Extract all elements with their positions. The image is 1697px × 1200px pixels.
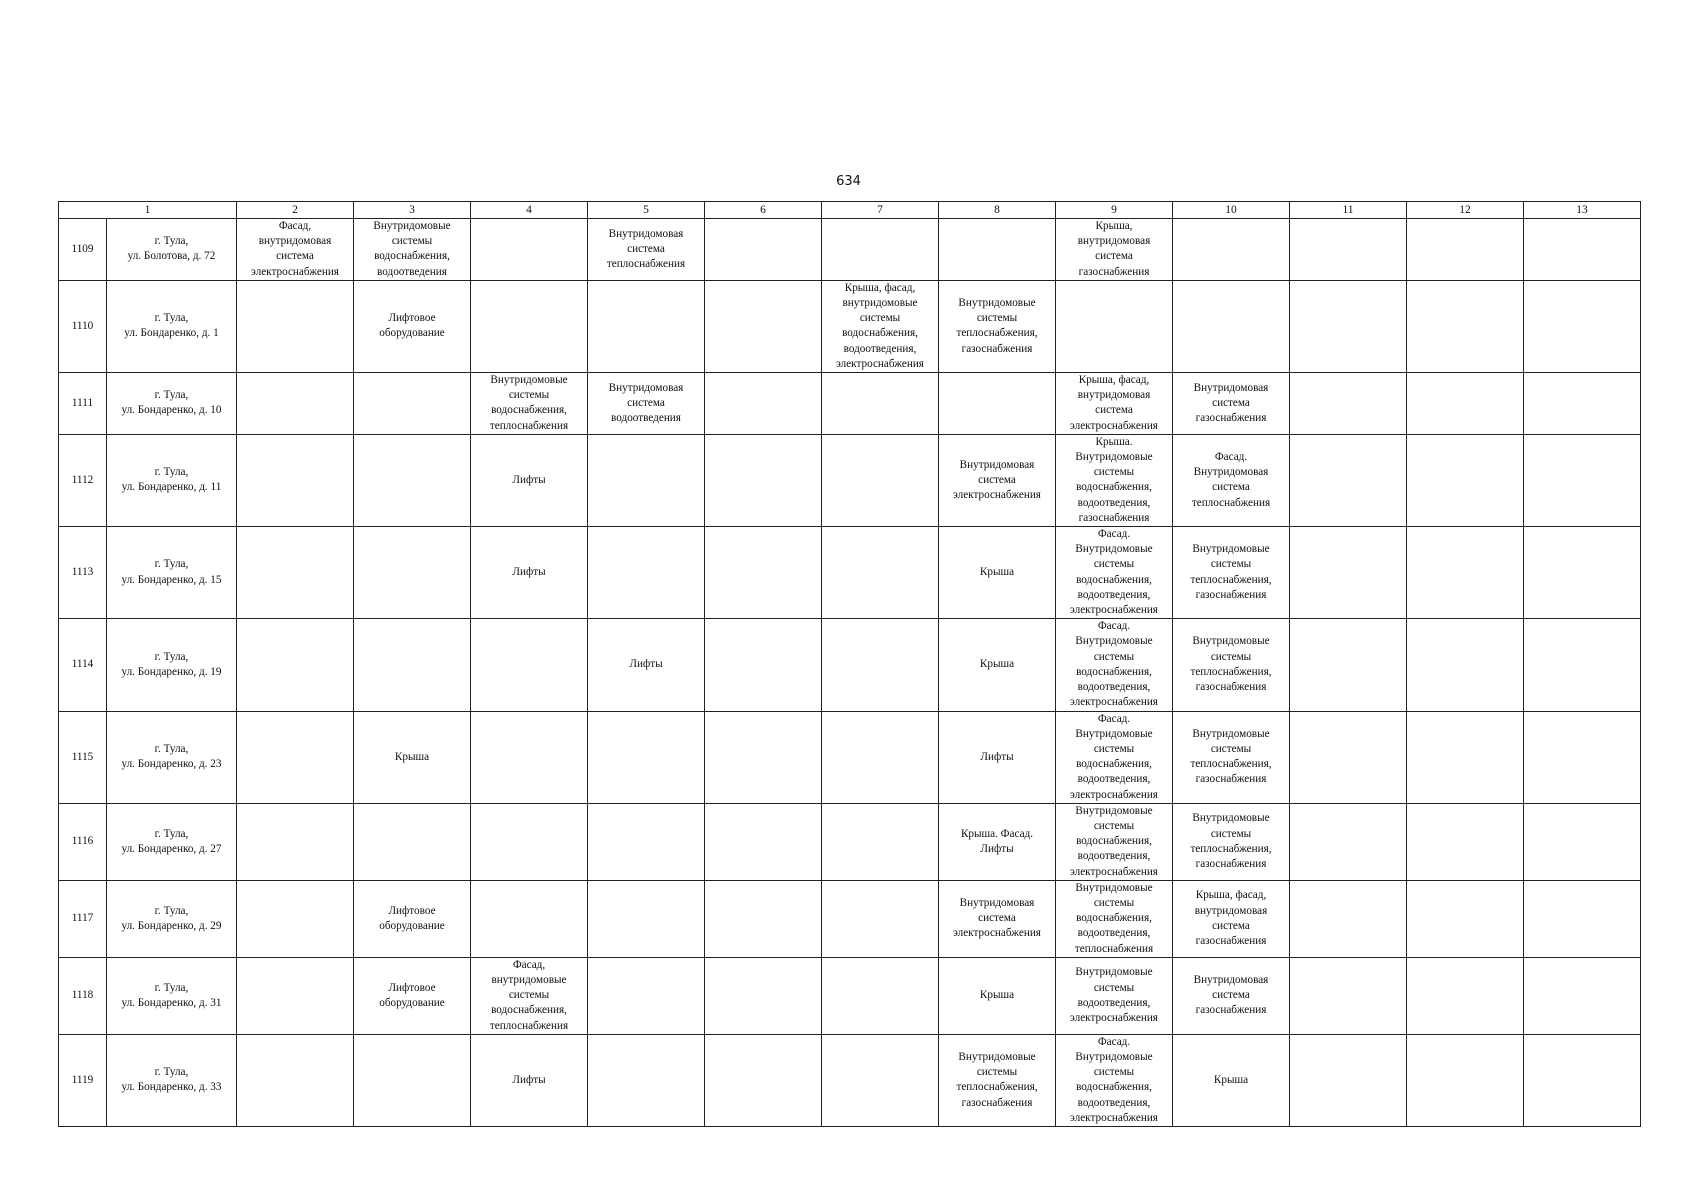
work-cell — [471, 219, 588, 281]
column-header: 6 — [705, 202, 822, 219]
work-cell — [705, 711, 822, 803]
work-cell — [1290, 619, 1407, 711]
work-cell — [822, 1034, 939, 1126]
work-cell: Фасад, внутридомовые системы водоснабжения, теплоснабжения — [471, 957, 588, 1034]
work-cell — [1290, 373, 1407, 435]
work-cell: Крыша — [939, 619, 1056, 711]
work-cell — [1524, 957, 1641, 1034]
work-cell: Крыша — [354, 711, 471, 803]
work-cell — [471, 280, 588, 372]
work-cell — [237, 434, 354, 526]
work-cell: Фасад, внутридомовая система электроснабжения — [237, 219, 354, 281]
work-cell: Фасад. Внутридомовые системы водоснабжения, водоотведения, электроснабжения — [1056, 711, 1173, 803]
work-cell: Крыша. Фасад. Лифты — [939, 803, 1056, 880]
row-number: 1117 — [59, 880, 107, 957]
work-cell — [237, 527, 354, 619]
work-cell — [588, 803, 705, 880]
table-body — [59, 202, 1641, 1127]
column-header: 4 — [471, 202, 588, 219]
table-row — [59, 527, 1641, 619]
work-cell: Внутридомовая система газоснабжения — [1173, 373, 1290, 435]
work-cell: Фасад. Внутридомовая система теплоснабжения — [1173, 434, 1290, 526]
work-cell — [471, 803, 588, 880]
address-cell: г. Тула, ул. Бондаренко, д. 19 — [107, 619, 237, 711]
work-cell — [822, 373, 939, 435]
column-header: 1 — [59, 202, 237, 219]
row-number: 1113 — [59, 527, 107, 619]
work-cell: Внутридомовые системы теплоснабжения, газоснабжения — [1173, 711, 1290, 803]
work-cell — [822, 803, 939, 880]
work-cell — [705, 373, 822, 435]
work-cell — [705, 957, 822, 1034]
work-cell — [1524, 280, 1641, 372]
work-cell — [1290, 527, 1407, 619]
work-cell: Крыша, фасад, внутридомовая система электроснабжения — [1056, 373, 1173, 435]
address-cell: г. Тула, ул. Бондаренко, д. 27 — [107, 803, 237, 880]
work-cell — [471, 880, 588, 957]
row-number: 1118 — [59, 957, 107, 1034]
work-cell — [822, 527, 939, 619]
work-cell — [1407, 711, 1524, 803]
work-cell: Крыша — [939, 527, 1056, 619]
work-cell: Внутридомовая система электроснабжения — [939, 434, 1056, 526]
work-cell — [822, 880, 939, 957]
work-cell — [1407, 957, 1524, 1034]
work-cell — [822, 957, 939, 1034]
work-cell — [588, 711, 705, 803]
row-number: 1109 — [59, 219, 107, 281]
work-cell: Лифтовое оборудование — [354, 280, 471, 372]
column-header: 3 — [354, 202, 471, 219]
column-header: 9 — [1056, 202, 1173, 219]
work-cell: Лифты — [471, 434, 588, 526]
work-cell: Внутридомовые системы теплоснабжения, газоснабжения — [1173, 803, 1290, 880]
address-cell: г. Тула, ул. Бондаренко, д. 10 — [107, 373, 237, 435]
column-header: 5 — [588, 202, 705, 219]
work-cell — [1290, 280, 1407, 372]
work-cell: Крыша, внутридомовая система газоснабжения — [1056, 219, 1173, 281]
column-header-row — [59, 202, 1641, 219]
work-cell — [237, 711, 354, 803]
work-cell — [1173, 280, 1290, 372]
row-number: 1111 — [59, 373, 107, 435]
work-cell — [1524, 219, 1641, 281]
work-cell — [471, 619, 588, 711]
work-cell — [354, 803, 471, 880]
work-cell — [1290, 711, 1407, 803]
address-cell: г. Тула, ул. Бондаренко, д. 23 — [107, 711, 237, 803]
work-cell — [354, 434, 471, 526]
work-cell: Внутридомовые системы теплоснабжения, газоснабжения — [1173, 527, 1290, 619]
address-cell: г. Тула, ул. Бондаренко, д. 31 — [107, 957, 237, 1034]
work-cell — [705, 219, 822, 281]
column-header: 7 — [822, 202, 939, 219]
work-cell: Крыша, фасад, внутридомовая система газоснабжения — [1173, 880, 1290, 957]
row-number: 1115 — [59, 711, 107, 803]
work-cell — [1407, 434, 1524, 526]
schedule-table — [58, 201, 1641, 1127]
work-cell: Внутридомовая система теплоснабжения — [588, 219, 705, 281]
work-cell: Крыша. Внутридомовые системы водоснабжения, водоотведения, газоснабжения — [1056, 434, 1173, 526]
row-number: 1112 — [59, 434, 107, 526]
work-cell — [354, 1034, 471, 1126]
work-cell: Лифты — [471, 527, 588, 619]
work-cell — [1290, 880, 1407, 957]
work-cell — [1524, 434, 1641, 526]
table-row — [59, 880, 1641, 957]
work-cell — [1407, 619, 1524, 711]
work-cell — [237, 880, 354, 957]
work-cell: Внутридомовая система водоотведения — [588, 373, 705, 435]
work-cell — [1290, 803, 1407, 880]
work-cell — [588, 1034, 705, 1126]
table-row — [59, 711, 1641, 803]
work-cell — [354, 527, 471, 619]
work-cell: Фасад. Внутридомовые системы водоснабжения, водоотведения, электроснабжения — [1056, 1034, 1173, 1126]
work-cell: Внутридомовая система газоснабжения — [1173, 957, 1290, 1034]
work-cell — [237, 957, 354, 1034]
work-cell: Фасад. Внутридомовые системы водоснабжения, водоотведения, электроснабжения — [1056, 619, 1173, 711]
row-number: 1114 — [59, 619, 107, 711]
work-cell — [1290, 957, 1407, 1034]
work-cell — [705, 619, 822, 711]
work-cell — [705, 803, 822, 880]
page-number: 634 — [836, 174, 861, 189]
address-cell: г. Тула, ул. Бондаренко, д. 15 — [107, 527, 237, 619]
work-cell — [822, 619, 939, 711]
work-cell — [354, 373, 471, 435]
work-cell — [1290, 219, 1407, 281]
work-cell: Фасад. Внутридомовые системы водоснабжения, водоотведения, электроснабжения — [1056, 527, 1173, 619]
work-cell: Внутридомовые системы водоснабжения, водоотведения, электроснабжения — [1056, 803, 1173, 880]
table-row — [59, 619, 1641, 711]
work-cell — [1173, 219, 1290, 281]
address-cell: г. Тула, ул. Болотова, д. 72 — [107, 219, 237, 281]
work-cell: Крыша — [1173, 1034, 1290, 1126]
address-cell: г. Тула, ул. Бондаренко, д. 33 — [107, 1034, 237, 1126]
work-cell — [588, 957, 705, 1034]
work-cell: Крыша — [939, 957, 1056, 1034]
row-number: 1110 — [59, 280, 107, 372]
table-row — [59, 219, 1641, 281]
column-header: 8 — [939, 202, 1056, 219]
work-cell: Внутридомовые системы водоснабжения, теплоснабжения — [471, 373, 588, 435]
work-cell — [705, 527, 822, 619]
work-cell: Внутридомовые системы теплоснабжения, газоснабжения — [939, 280, 1056, 372]
work-cell — [705, 1034, 822, 1126]
work-cell: Внутридомовые системы теплоснабжения, газоснабжения — [1173, 619, 1290, 711]
work-cell — [588, 527, 705, 619]
work-cell — [237, 619, 354, 711]
address-cell: г. Тула, ул. Бондаренко, д. 1 — [107, 280, 237, 372]
row-number: 1116 — [59, 803, 107, 880]
work-cell — [588, 280, 705, 372]
work-cell: Внутридомовая система электроснабжения — [939, 880, 1056, 957]
work-cell — [1290, 434, 1407, 526]
table-row — [59, 434, 1641, 526]
work-cell — [1524, 880, 1641, 957]
work-cell — [822, 219, 939, 281]
address-cell: г. Тула, ул. Бондаренко, д. 29 — [107, 880, 237, 957]
work-cell — [1407, 373, 1524, 435]
column-header: 12 — [1407, 202, 1524, 219]
table-row — [59, 1034, 1641, 1126]
table-row — [59, 373, 1641, 435]
work-cell — [1407, 280, 1524, 372]
work-cell: Лифты — [588, 619, 705, 711]
column-header: 13 — [1524, 202, 1641, 219]
work-cell: Внутридомовые системы водоснабжения, водоотведения, теплоснабжения — [1056, 880, 1173, 957]
work-cell — [1524, 373, 1641, 435]
work-cell — [237, 803, 354, 880]
address-cell: г. Тула, ул. Бондаренко, д. 11 — [107, 434, 237, 526]
work-cell — [822, 434, 939, 526]
work-cell — [1407, 803, 1524, 880]
work-cell — [705, 434, 822, 526]
column-header: 2 — [237, 202, 354, 219]
work-cell — [237, 373, 354, 435]
column-header: 11 — [1290, 202, 1407, 219]
work-cell — [705, 280, 822, 372]
work-cell — [1407, 527, 1524, 619]
work-cell — [588, 434, 705, 526]
work-cell: Крыша, фасад, внутридомовые системы водоснабжения, водоотведения, электроснабжения — [822, 280, 939, 372]
work-cell — [822, 711, 939, 803]
work-cell — [939, 219, 1056, 281]
work-cell — [1524, 527, 1641, 619]
work-cell — [1524, 1034, 1641, 1126]
work-cell — [1056, 280, 1173, 372]
work-cell — [354, 619, 471, 711]
work-cell: Лифты — [471, 1034, 588, 1126]
table-row — [59, 957, 1641, 1034]
work-cell — [471, 711, 588, 803]
work-cell — [1407, 1034, 1524, 1126]
work-cell: Лифты — [939, 711, 1056, 803]
work-cell — [1407, 880, 1524, 957]
work-cell — [1407, 219, 1524, 281]
table-row — [59, 803, 1641, 880]
row-number: 1119 — [59, 1034, 107, 1126]
column-header: 10 — [1173, 202, 1290, 219]
work-cell — [705, 880, 822, 957]
work-cell — [237, 1034, 354, 1126]
work-cell: Внутридомовые системы водоснабжения, водоотведения — [354, 219, 471, 281]
work-cell: Внутридомовые системы водоотведения, электроснабжения — [1056, 957, 1173, 1034]
table-row — [59, 280, 1641, 372]
work-cell — [1290, 1034, 1407, 1126]
work-cell — [588, 880, 705, 957]
work-cell — [1524, 711, 1641, 803]
work-cell — [1524, 619, 1641, 711]
work-cell: Внутридомовые системы теплоснабжения, газоснабжения — [939, 1034, 1056, 1126]
work-cell — [939, 373, 1056, 435]
work-cell: Лифтовое оборудование — [354, 957, 471, 1034]
work-cell — [1524, 803, 1641, 880]
work-cell: Лифтовое оборудование — [354, 880, 471, 957]
work-cell — [237, 280, 354, 372]
